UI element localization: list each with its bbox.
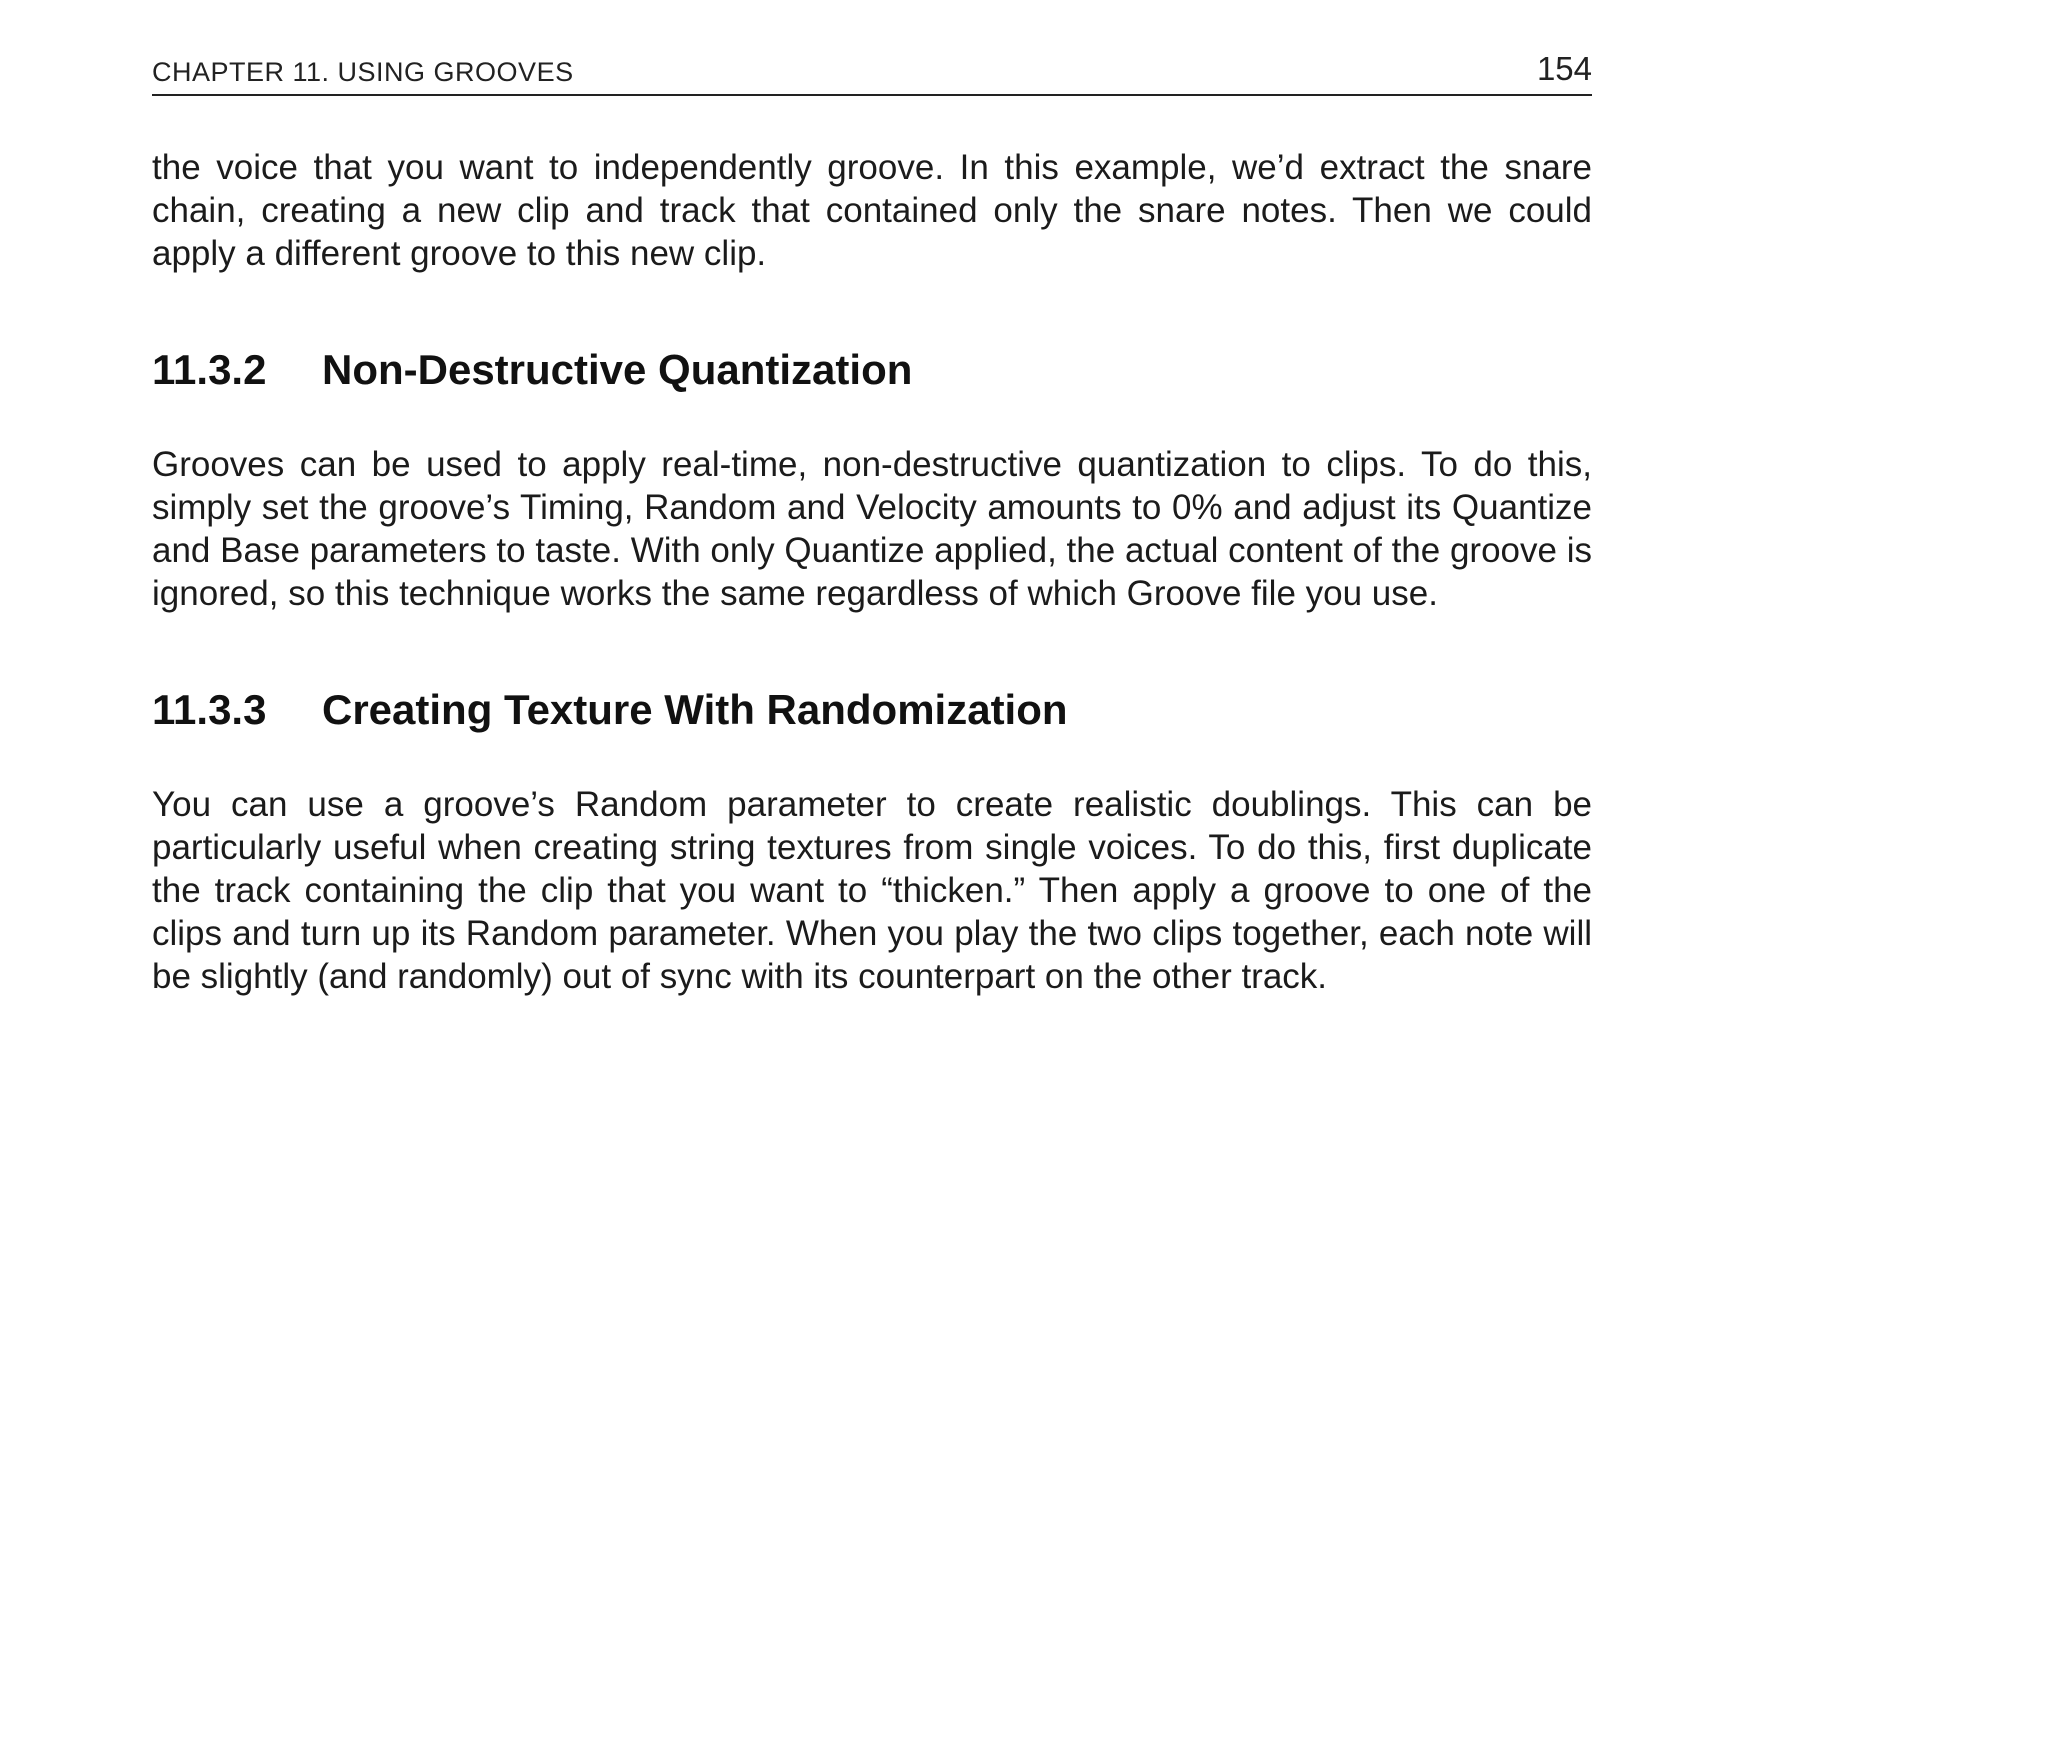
section-number: 11.3.2	[152, 346, 267, 393]
section-title: Creating Texture With Randomization	[322, 686, 1068, 733]
section-heading-creating-texture	[152, 685, 1592, 735]
section-title: Non-Destructive Quantization	[322, 346, 913, 393]
section-body-creating-texture: You can use a groove’s Random parameter to create realistic doublings. This can be particularly useful when creating string textures from single voices. To do this, first duplicate the track containing the clip that you want to “thicken.” Then apply a groove to one of the clips and turn up its Random parameter. When you play the two clips together, each note will be slightly (and randomly) out of sync with its counterpart on the other track.	[152, 785, 1592, 996]
running-header	[152, 48, 1592, 96]
section-body-non-destructive-quantization: Grooves can be used to apply real-time, non-destructive quantization to clips. To do this, simply set the groove’s Timing, Random and Velocity amounts to 0% and adjust its Quantize and Base parameters to taste. With only Quantize applied, the actual content of the groove is ignored, so this technique works the same regardless of which Groove file you use.	[152, 445, 1592, 613]
section-heading-non-destructive-quantization	[152, 345, 1592, 395]
section-number: 11.3.3	[152, 686, 267, 733]
chapter-title: CHAPTER 11. USING GROOVES	[152, 57, 574, 87]
page-number: 154	[1536, 50, 1592, 87]
document-page	[152, 48, 1592, 998]
intro-paragraph: the voice that you want to independently groove. In this example, we’d extract the snare chain, creating a new clip and track that contained only the snare notes. Then we could apply a different groove to this new clip.	[152, 148, 1592, 273]
